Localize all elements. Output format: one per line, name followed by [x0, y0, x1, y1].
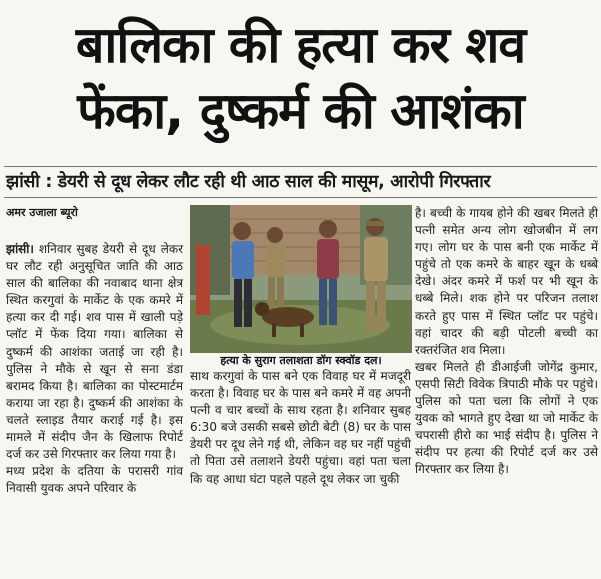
dateline: झांसी। — [6, 242, 34, 256]
divider-bottom — [4, 197, 597, 198]
article-column-2: साथ करगुवां के पास बने एक विवाह घर में मजदूरी करता है। विवाह घर के पास बने कमरे में वह अपनी पत्नी व चार बच्चों के साथ रहता है। शनिवार सुबह 6:30 बजे उसकी सबसे छोटी बेटी (8) घर के पास डेयरी पर दूध लेने गई थी, लेकिन वह घर नहीं पहुंची तो पिता उसे तलाशने डेयरी पहुंचा। वहां पता चला कि वह आधा घंटा पहले पहले दूध लेकर जा चुकी — [190, 369, 411, 486]
subheadline: झांसी : डेयरी से दूध लेकर लौट रही थी आठ साल की मासूम, आरोपी गिरफ्तार — [6, 172, 491, 192]
article-column-3: है। बच्ची के गायब होने की खबर मिलते ही पत्नी समेत अन्य लोग खोजबीन में लग गए। लोग घर के पास बनी एक मार्केट में पहुंचे तो एक कमरे के बाहर खून के धब्बे देखे। अंदर कमरे में फर्श पर भी खून के धब्बे मिले। शक होने पर परिजन तलाश करते हुए पास में स्थित प्लॉट पर पहुंचे। वहां चादर की बड़ी पोटली बच्ची का रक्तरंजित शव मिला। खबर मिलते ही डीआईजी जोगेंद्र कुमार, एसपी सिटी विवेक त्रिपाठी मौके पर पहुंचे। पुलिस को पता चला कि लोगों ने एक युवक को भागते हुए देखा था जो मार्केट के चपरासी हीरो का भाई संदीप है। पुलिस ने संदीप पर हत्या की रिपोर्ट दर्ज कर उसे गिरफ्तार कर लिया है। — [415, 206, 598, 477]
article-column-1 — [6, 241, 183, 497]
divider-top — [4, 166, 597, 167]
byline: अमर उजाला ब्यूरो — [6, 206, 78, 219]
headline-line-1: बालिका की हत्या कर शव — [75, 16, 526, 74]
headline-line-2: फेंका, दुष्कर्म की आशंका — [77, 82, 524, 140]
news-photo — [190, 205, 412, 353]
photo-caption: हत्या के सुराग तलाशता डॉग स्क्वॉड दल। — [220, 354, 382, 367]
photo-illustration — [190, 205, 412, 353]
article-column-1-text: शनिवार सुबह डेयरी से दूध लेकर घर लौट रही अनुसूचित जाति की आठ साल की बालिका की नवाबाद थाना क्षेत्र स्थित करगुवां के मार्केट के एक कमरे में हत्या कर दी गई। शव पास में खाली पड़े प्लॉट में फेंक दिया गया। बालिका से दुष्कर्म की आशंका जताई जा रही है। पुलिस ने मौके से खून से सना डंडा बरामद किया है। बालिका का पोस्टमार्टम कराया जा रहा है। दुष्कर्म की आशंका के चलते स्लाइड तैयार कराई गई है। इस मामले में संदीप जैन के खिलाफ रिपोर्ट दर्ज कर उसे गिरफ्तार कर लिया गया है। मध्य प्रदेश के दतिया के परासरी गांव निवासी युवक अपने परिवार के — [6, 242, 183, 496]
